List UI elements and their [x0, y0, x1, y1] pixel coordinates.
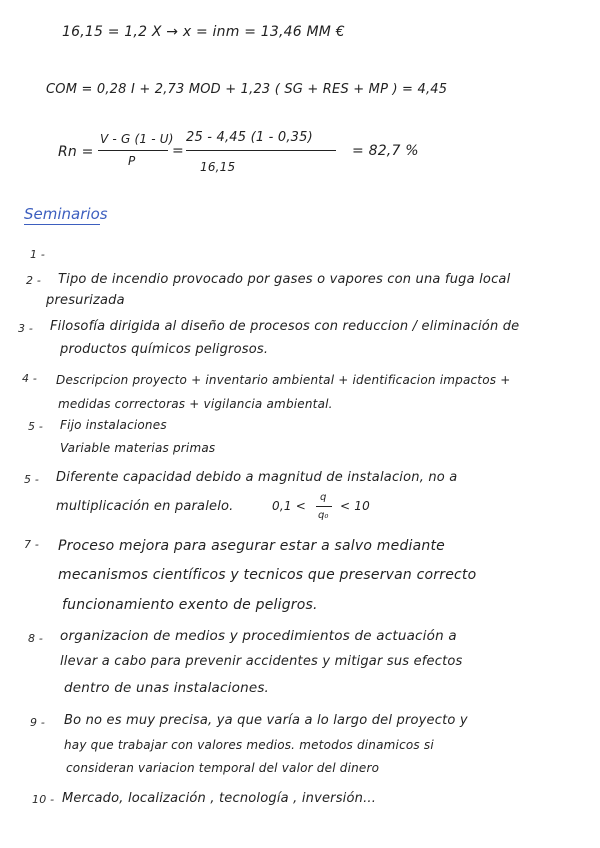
item-line: dentro de unas instalaciones.	[64, 680, 270, 696]
equation-rn-result: = 82,7 %	[352, 143, 419, 159]
item-number: 5 -	[28, 420, 44, 433]
item-line: Fijo instalaciones	[60, 418, 167, 432]
item-line: Mercado, localización , tecnología , inversión...	[62, 791, 377, 806]
item-number: 3 -	[18, 322, 34, 335]
equation-rn-denominator-2: 16,15	[200, 160, 236, 174]
section-title-underline	[24, 224, 100, 225]
item-line: multiplicación en paralelo.	[56, 499, 234, 514]
fraction-bar-1	[98, 150, 168, 151]
item-number: 7 -	[24, 538, 40, 551]
item-line: consideran variacion temporal del valor del dinero	[66, 761, 380, 775]
inequality-left: 0,1 <	[272, 499, 306, 513]
item-line: productos químicos peligrosos.	[60, 342, 269, 357]
inequality-fraction-bar	[316, 506, 332, 507]
item-line: Proceso mejora para asegurar estar a salvo mediante	[58, 538, 445, 554]
item-line: funcionamiento exento de peligros.	[62, 597, 318, 613]
item-number: 8 -	[28, 632, 44, 645]
item-line: llevar a cabo para prevenir accidentes y mitigar sus efectos	[60, 654, 463, 669]
item-line: Descripcion proyecto + inventario ambiental + identificacion impactos +	[56, 373, 511, 387]
item-line: Filosofía dirigida al diseño de procesos con reduccion / eliminación de	[50, 319, 520, 334]
equation-rn-numerator-1: V - G (1 - U)	[100, 132, 174, 146]
equation-rn-label: Rn =	[58, 144, 94, 160]
item-line: organizacion de medios y procedimientos de actuación a	[60, 628, 457, 644]
item-line: hay que trabajar con valores medios. metodos dinamicos si	[64, 738, 434, 752]
inequality-numerator: q	[320, 492, 327, 503]
item-line: Bo no es muy precisa, ya que varía a lo largo del proyecto y	[64, 713, 468, 728]
inequality-denominator: q₀	[318, 510, 329, 521]
equation-rn-denominator-1: P	[128, 154, 136, 168]
item-number: 9 -	[30, 716, 46, 729]
item-line: presurizada	[46, 293, 125, 308]
item-line: Tipo de incendio provocado por gases o vapores con una fuga local	[58, 272, 511, 287]
item-line: mecanismos científicos y tecnicos que preservan correcto	[58, 567, 477, 583]
equation-investment: 16,15 = 1,2 X → x = inm = 13,46 MM €	[62, 24, 345, 40]
item-line: medidas correctoras + vigilancia ambiental.	[58, 397, 333, 411]
section-title: Seminarios	[24, 205, 108, 223]
equation-com: COM = 0,28 I + 2,73 MOD + 1,23 ( SG + RES + MP ) = 4,45	[46, 82, 448, 97]
fraction-bar-2	[186, 150, 336, 151]
equation-rn-numerator-2: 25 - 4,45 (1 - 0,35)	[186, 130, 313, 145]
item-line: Variable materias primas	[60, 441, 216, 455]
item-number: 4 -	[22, 372, 38, 385]
inequality-right: < 10	[340, 499, 370, 513]
item-number: 2 -	[26, 274, 42, 287]
item-line: Diferente capacidad debido a magnitud de instalacion, no a	[56, 470, 458, 485]
item-number: 5 -	[24, 473, 40, 486]
item-number: 1 -	[30, 248, 46, 261]
equation-rn-equals: =	[172, 143, 184, 159]
item-number: 10 -	[32, 793, 55, 806]
